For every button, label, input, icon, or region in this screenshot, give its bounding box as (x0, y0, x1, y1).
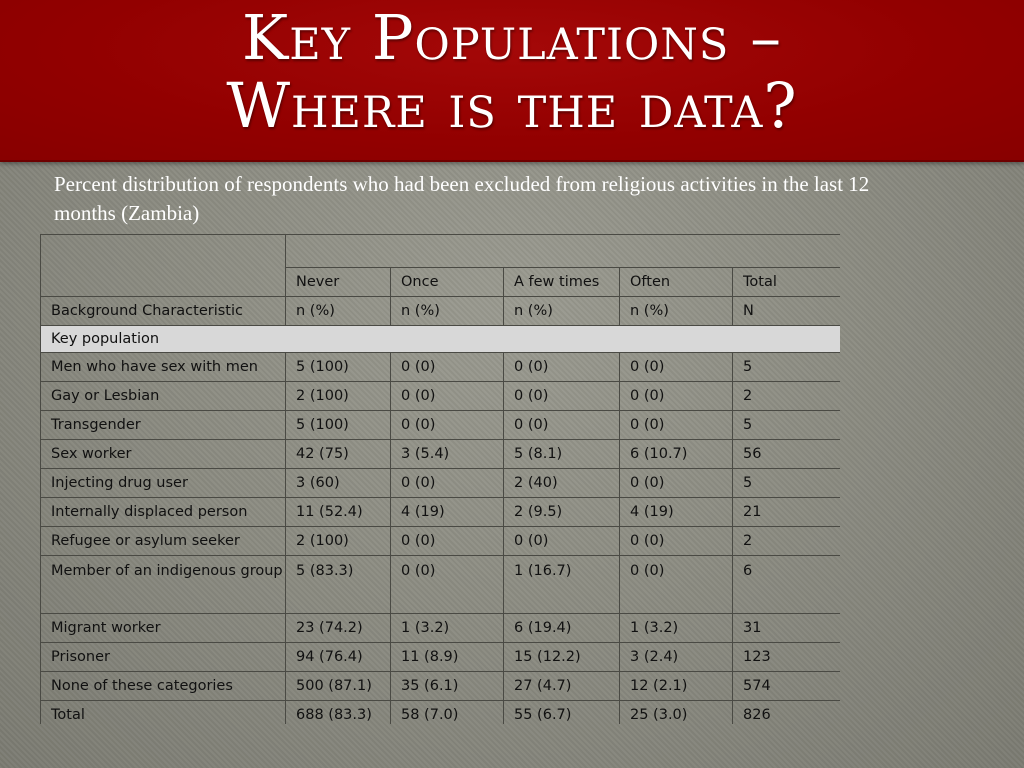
header-total: Total (733, 268, 841, 297)
cell-total: 5 (733, 411, 841, 440)
row-label: Sex worker (41, 440, 286, 469)
cell-never: 94 (76.4) (286, 643, 391, 672)
cell-often: 0 (0) (620, 382, 733, 411)
table-row (41, 672, 841, 701)
slide-subtitle: Percent distribution of respondents who had been excluded from religious activities in the last 12 months (Zambia) (54, 172, 870, 225)
row-label: Migrant worker (41, 614, 286, 643)
cell-often: 0 (0) (620, 411, 733, 440)
cell-often: 6 (10.7) (620, 440, 733, 469)
table-row (41, 353, 841, 382)
table-row (41, 556, 841, 614)
cell-total: 574 (733, 672, 841, 701)
title-line-1: Key Populations – (241, 1, 783, 74)
unit-header: n (%) (620, 297, 733, 326)
cell-total: 21 (733, 498, 841, 527)
header-a-few-times: A few times (504, 268, 620, 297)
title-line-2: Where is the data? (226, 69, 798, 142)
table-row (41, 382, 841, 411)
cell-once: 3 (5.4) (391, 440, 504, 469)
cell-a-few-times: 1 (16.7) (504, 556, 620, 614)
cell-total: 5 (733, 353, 841, 382)
cell-never: 5 (100) (286, 411, 391, 440)
header-never: Never (286, 268, 391, 297)
cell-often: 3 (2.4) (620, 643, 733, 672)
cell-once: 0 (0) (391, 382, 504, 411)
cell-once: 35 (6.1) (391, 672, 504, 701)
cell-once: 0 (0) (391, 527, 504, 556)
row-label: Prisoner (41, 643, 286, 672)
unit-header: n (%) (504, 297, 620, 326)
cell-total: 2 (733, 382, 841, 411)
cell-often: 0 (0) (620, 353, 733, 382)
unit-header: N (733, 297, 841, 326)
title-bar (0, 0, 1024, 162)
section-label: Key population (41, 326, 841, 353)
table-row (41, 701, 841, 725)
slide-title (0, 1, 1024, 142)
cell-total: 5 (733, 469, 841, 498)
cell-a-few-times: 0 (0) (504, 527, 620, 556)
cell-never: 23 (74.2) (286, 614, 391, 643)
cell-a-few-times: 15 (12.2) (504, 643, 620, 672)
cell-never: 2 (100) (286, 382, 391, 411)
row-label: Gay or Lesbian (41, 382, 286, 411)
cell-often: 1 (3.2) (620, 614, 733, 643)
header-row-3 (41, 297, 841, 326)
cell-a-few-times: 6 (19.4) (504, 614, 620, 643)
row-label: None of these categories (41, 672, 286, 701)
cell-once: 11 (8.9) (391, 643, 504, 672)
cell-total: 56 (733, 440, 841, 469)
row-label: Men who have sex with men (41, 353, 286, 382)
row-label: Refugee or asylum seeker (41, 527, 286, 556)
cell-often: 4 (19) (620, 498, 733, 527)
unit-header: n (%) (286, 297, 391, 326)
cell-a-few-times: 27 (4.7) (504, 672, 620, 701)
cell-once: 58 (7.0) (391, 701, 504, 725)
cell-often: 0 (0) (620, 556, 733, 614)
row-label: Member of an indigenous group (41, 556, 286, 614)
table-row (41, 469, 841, 498)
cell-total: 123 (733, 643, 841, 672)
data-table-container (40, 234, 840, 724)
unit-header: n (%) (391, 297, 504, 326)
cell-a-few-times: 2 (40) (504, 469, 620, 498)
cell-never: 2 (100) (286, 527, 391, 556)
table-row (41, 498, 841, 527)
cell-total: 31 (733, 614, 841, 643)
table-row (41, 527, 841, 556)
cell-total: 826 (733, 701, 841, 725)
row-label: Injecting drug user (41, 469, 286, 498)
cell-never: 5 (83.3) (286, 556, 391, 614)
row-label: Internally displaced person (41, 498, 286, 527)
cell-never: 688 (83.3) (286, 701, 391, 725)
cell-a-few-times: 0 (0) (504, 382, 620, 411)
row-label: Transgender (41, 411, 286, 440)
table-row (41, 614, 841, 643)
cell-once: 0 (0) (391, 411, 504, 440)
section-row (41, 326, 841, 353)
cell-often: 0 (0) (620, 469, 733, 498)
cell-a-few-times: 55 (6.7) (504, 701, 620, 725)
cell-never: 5 (100) (286, 353, 391, 382)
cell-total: 2 (733, 527, 841, 556)
table-row (41, 411, 841, 440)
cell-often: 25 (3.0) (620, 701, 733, 725)
cell-a-few-times: 5 (8.1) (504, 440, 620, 469)
cell-once: 0 (0) (391, 353, 504, 382)
cell-never: 3 (60) (286, 469, 391, 498)
table-row (41, 440, 841, 469)
header-often: Often (620, 268, 733, 297)
header-once: Once (391, 268, 504, 297)
row-label-header: Background Characteristic (41, 297, 286, 326)
cell-once: 4 (19) (391, 498, 504, 527)
cell-never: 42 (75) (286, 440, 391, 469)
data-table (40, 234, 840, 724)
cell-a-few-times: 0 (0) (504, 353, 620, 382)
cell-once: 0 (0) (391, 469, 504, 498)
group-header-cell (286, 235, 841, 268)
table-row (41, 643, 841, 672)
cell-never: 500 (87.1) (286, 672, 391, 701)
row-label: Total (41, 701, 286, 725)
cell-once: 0 (0) (391, 556, 504, 614)
cell-once: 1 (3.2) (391, 614, 504, 643)
cell-never: 11 (52.4) (286, 498, 391, 527)
cell-a-few-times: 2 (9.5) (504, 498, 620, 527)
cell-often: 12 (2.1) (620, 672, 733, 701)
cell-often: 0 (0) (620, 527, 733, 556)
cell-a-few-times: 0 (0) (504, 411, 620, 440)
cell-total: 6 (733, 556, 841, 614)
corner-cell (41, 235, 286, 297)
header-row-1 (41, 235, 841, 268)
